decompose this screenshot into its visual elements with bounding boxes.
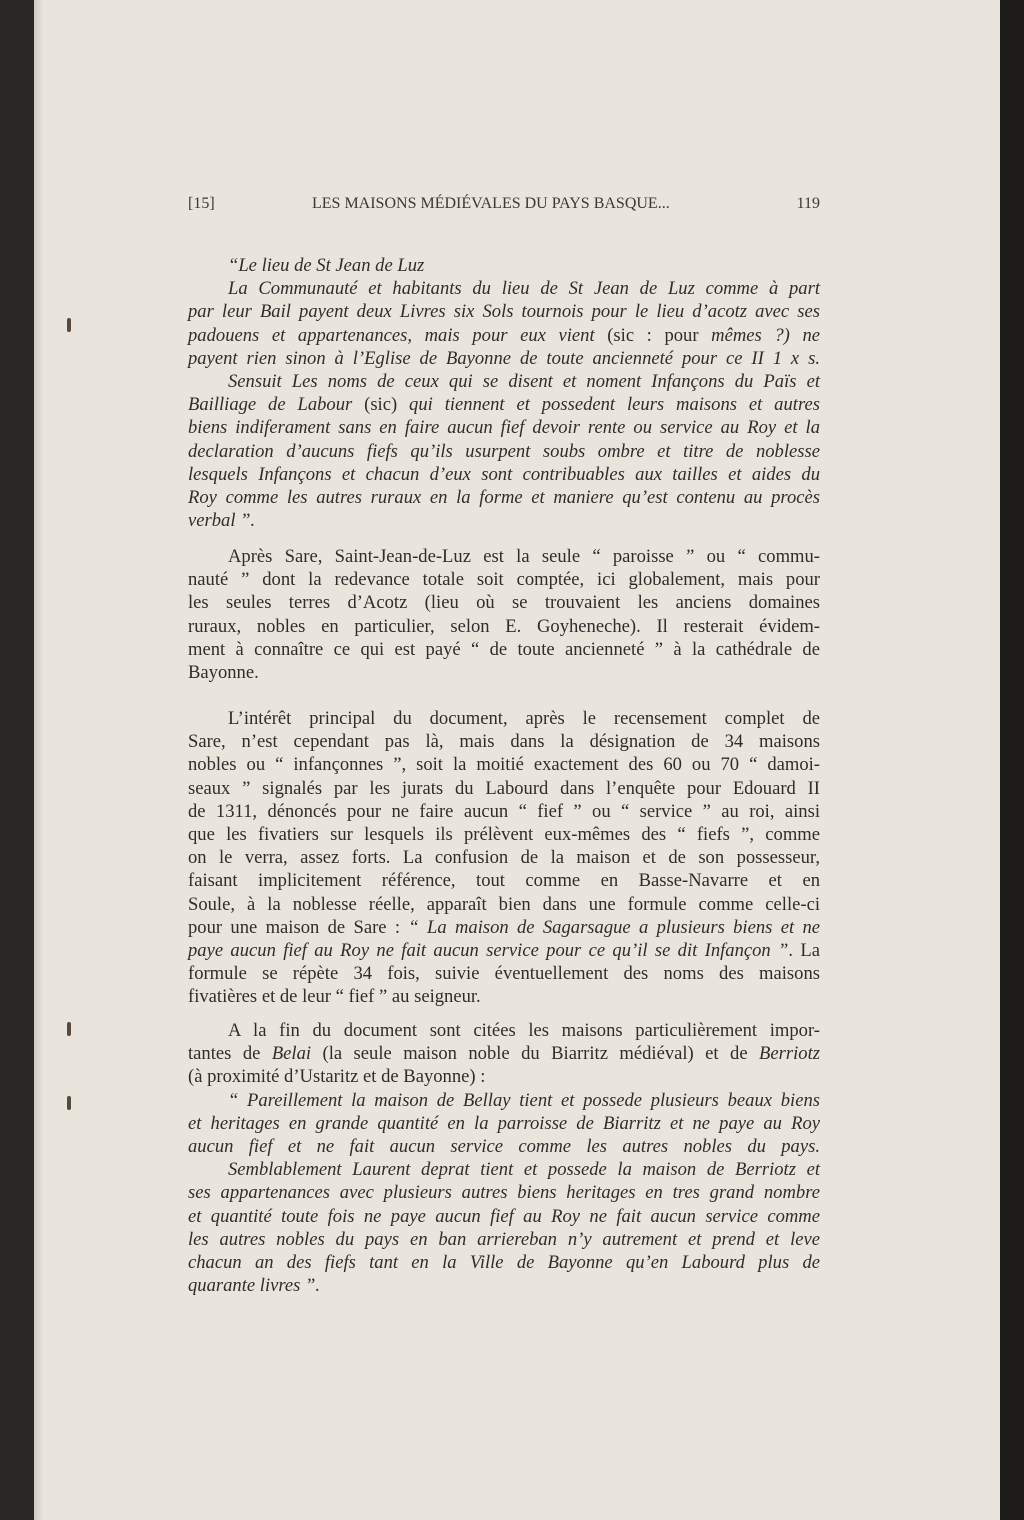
text-segment: nobles ou “ infançonnes ”, soit la moitié exactement des 60 ou 70 “ damoi- <box>188 754 820 776</box>
text-segment: Bayonne. <box>188 662 259 684</box>
text-segment: verbal ”. <box>188 510 256 532</box>
text-segment: de 1311, dénoncés pour ne faire aucun “ fief ” ou “ service ” au roi, ainsi <box>188 800 820 822</box>
text-line <box>188 1205 820 1228</box>
binding-mark <box>67 1022 71 1036</box>
text-segment: les autres nobles du pays en ban arriereban n’y autrement et prend et leve <box>188 1228 820 1250</box>
text-segment: . La <box>788 940 820 962</box>
text-segment: Bailliage de Labour <box>188 394 365 416</box>
text-line <box>188 893 820 916</box>
text-segment: biens indiferament sans en faire aucun fief devoir rente ou service au Roy et la <box>188 417 820 439</box>
running-header <box>188 195 820 217</box>
text-segment: (sic) <box>364 394 410 416</box>
text-line <box>188 1274 820 1297</box>
text-segment: paye aucun fief au Roy ne fait aucun service pour ce qu’il se dit Infançon ” <box>188 940 789 962</box>
text-segment: et quantité toute fois ne paye aucun fief au Roy ne fait aucun service comme <box>188 1205 820 1227</box>
text-segment: Après Sare, Saint-Jean-de-Luz est la seule “ paroisse ” ou “ commu- <box>228 546 820 567</box>
text-segment: et heritages en grande quantité en la parroisse de Biarritz et ne paye au Roy <box>188 1112 820 1134</box>
text-segment: quarante livres ”. <box>188 1275 321 1297</box>
text-segment: ment à connaître ce qui est payé “ de toute ancienneté ” à la cathédrale de <box>188 638 820 660</box>
text-line <box>188 545 820 568</box>
text-segment: par leur Bail payent deux Livres six Sols tournois pour le lieu d’acotz avec ses <box>188 301 820 323</box>
page-number: 119 <box>796 195 820 212</box>
text-line <box>188 1112 820 1135</box>
text-segment: Sare, n’est cependant pas là, mais dans la désignation de 34 maisons <box>188 731 820 753</box>
text-segment: pour une maison de Sare : <box>188 916 409 938</box>
text-line <box>188 463 820 486</box>
text-line <box>188 846 820 869</box>
text-segment: seaux ” signalés par les jurats du Labourd dans l’enquête pour Edouard II <box>188 777 820 799</box>
text-line <box>188 277 820 300</box>
text-line <box>188 440 820 463</box>
text-segment: les seules terres d’Acotz (lieu où se trouvaient les anciens domaines <box>188 592 820 614</box>
text-segment: declaration d’aucuns fiefs qu’ils usurpent soubs ombre et titre de noblesse <box>188 440 820 462</box>
text-line <box>188 1065 820 1088</box>
text-segment: (à proximité d’Ustaritz et de Bayonne) : <box>188 1066 486 1088</box>
text-segment: (sic : pour <box>607 324 712 346</box>
paragraph-block <box>188 545 820 684</box>
section-number: [15] <box>188 195 215 212</box>
text-line <box>188 985 820 1008</box>
text-segment: “ La maison de Sagarsague a plusieurs biens et ne <box>408 916 820 938</box>
text-line <box>188 1089 820 1112</box>
text-line <box>188 753 820 776</box>
text-segment: nauté ” dont la redevance totale soit comptée, ici globalement, mais pour <box>188 569 820 591</box>
text-line <box>188 1181 820 1204</box>
text-segment: que les fivatiers sur lesquels ils prélèvent eux-mêmes des “ fiefs ”, comme <box>188 824 820 846</box>
text-line <box>188 254 820 277</box>
text-segment: fivatières et de leur “ fief ” au seigneur. <box>188 986 481 1008</box>
text-line <box>188 869 820 892</box>
text-segment: Semblablement Laurent deprat tient et possede la maison de Berriotz et <box>228 1159 820 1181</box>
text-segment: “Le lieu de St Jean de Luz <box>228 255 425 276</box>
paragraph-block <box>188 254 820 532</box>
text-segment: (la seule maison noble du Biarritz médiéval) et de <box>322 1043 760 1065</box>
text-line <box>188 1251 820 1274</box>
text-segment: formule se répète 34 fois, suivie éventuellement des noms des maisons <box>188 963 820 985</box>
text-line <box>188 638 820 661</box>
text-segment: L’intérêt principal du document, après le recensement complet de <box>228 708 820 729</box>
text-segment: A la fin du document sont citées les maisons particulièrement impor- <box>228 1020 820 1041</box>
text-line <box>188 707 820 730</box>
text-line <box>188 916 820 939</box>
text-segment: lesquels Infançons et chacun d’eux sont contribuables aux tailles et aides du <box>188 463 820 485</box>
text-line <box>188 800 820 823</box>
text-segment: ruraux, nobles en particulier, selon E. Goyheneche). Il resterait évidem- <box>188 615 820 637</box>
text-line <box>188 939 820 962</box>
text-line <box>188 1042 820 1065</box>
text-line <box>188 324 820 347</box>
text-segment: La Communauté et habitants du lieu de St Jean de Luz comme à part <box>228 278 820 300</box>
text-segment: tantes de <box>188 1043 272 1065</box>
text-line <box>188 1158 820 1181</box>
text-segment: aucun fief et ne fait aucun service comme les autres nobles du pays. <box>188 1136 820 1158</box>
text-segment: ses appartenances avec plusieurs autres biens heritages en tres grand nombre <box>188 1182 820 1204</box>
text-segment: chacun an des fiefs tant en la Ville de Bayonne qu’en Labourd plus de <box>188 1252 820 1274</box>
text-line <box>188 777 820 800</box>
text-line <box>188 393 820 416</box>
scan-border <box>1000 0 1024 1520</box>
text-line <box>188 1228 820 1251</box>
text-segment: Roy comme les autres ruraux en la forme et maniere qu’est contenu au procès <box>188 487 820 509</box>
text-line <box>188 591 820 614</box>
text-segment: faisant implicitement référence, tout comme en Basse-Navarre et en <box>188 870 820 892</box>
text-segment: Berriotz <box>759 1043 820 1065</box>
text-line <box>188 730 820 753</box>
text-segment: Sensuit Les noms de ceux qui se disent et noment Infançons du Païs et <box>228 371 820 393</box>
binding-mark <box>67 318 71 332</box>
text-segment: padouens et appartenances, mais pour eux vient <box>188 324 608 346</box>
paragraph-block <box>188 1019 820 1297</box>
text-segment: payent rien sinon à l’Eglise de Bayonne de toute ancienneté pour ce II 1 x s. <box>188 347 820 369</box>
binding-mark <box>67 1096 71 1110</box>
text-segment: Soule, à la noblesse réelle, apparaît bien dans une formule comme celle-ci <box>188 893 820 915</box>
text-line <box>188 615 820 638</box>
text-segment: “ Pareillement la maison de Bellay tient et possede plusieurs beaux biens <box>228 1089 820 1111</box>
text-line <box>188 661 820 684</box>
text-line <box>188 300 820 323</box>
text-segment: qui tiennent et possedent leurs maisons et autres <box>409 394 820 416</box>
running-title: LES MAISONS MÉDIÉVALES DU PAYS BASQUE... <box>312 195 670 212</box>
text-line <box>188 962 820 985</box>
text-line <box>188 347 820 370</box>
text-segment: Belai <box>271 1043 323 1065</box>
text-line <box>188 1135 820 1158</box>
text-segment: mêmes ?) ne <box>711 324 821 346</box>
text-line <box>188 823 820 846</box>
text-segment: on le verra, assez forts. La confusion de la maison et de son possesseur, <box>188 847 820 869</box>
text-line <box>188 416 820 439</box>
text-line <box>188 370 820 393</box>
text-line <box>188 486 820 509</box>
text-line <box>188 1019 820 1042</box>
paragraph-block <box>188 707 820 1009</box>
text-line <box>188 509 820 532</box>
text-line <box>188 568 820 591</box>
